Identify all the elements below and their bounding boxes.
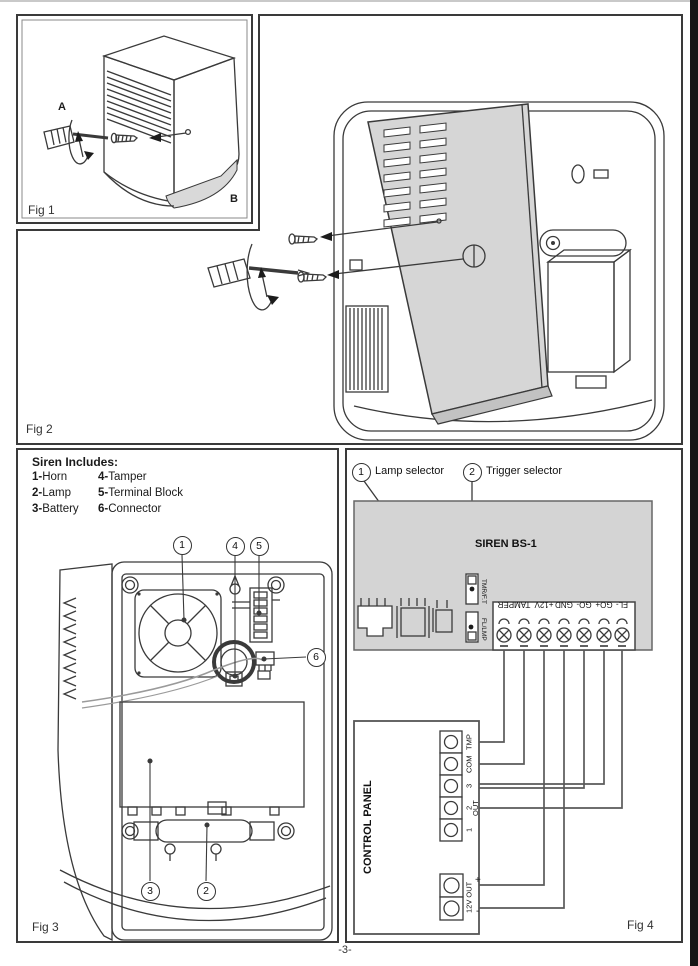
cp-terminal-tmp: TMP [464,734,474,750]
callout-4-tamper: 4 [226,537,245,556]
terminal-label-go-plus: GO+ [595,600,613,609]
terminal-label-tamper: TAMPER [497,600,531,609]
terminal-block-part [232,588,280,642]
horn-speaker [135,590,221,677]
callout-3-battery: 3 [141,882,160,901]
callout-6-connector: 6 [307,648,326,667]
cp-out-label: OUT [471,800,480,816]
trigger-selector-label: Trigger selector [486,465,563,477]
fig3-label: Fig 3 [32,920,59,934]
cp-terminal-com: COM [464,755,474,773]
cp-terminal-2: 2 [464,805,474,811]
fig1-label: Fig 1 [28,203,55,217]
wiring [463,650,622,908]
callout-lamp-selector: 1 [352,463,371,482]
lamp-tube [134,820,274,861]
fig1-fig2-illustration [16,14,683,445]
callout-trigger-selector: 2 [463,463,482,482]
callout-5-terminal-block: 5 [250,537,269,556]
legend-item-tamper: 4-Tamper [98,471,147,483]
fig1-marker-b: B [230,193,238,205]
legend-item-horn: 1-Horn [32,471,68,483]
siren-board-title: SIREN BS-1 [475,538,537,550]
lamp-selector-label: Lamp selector [375,465,445,477]
legend-item-lamp: 2-Lamp [32,487,72,499]
terminal-label-fl-minus: FL- [616,600,628,609]
cp-terminal-3: 3 [464,783,474,789]
legend-item-connector: 6-Connector [98,503,162,515]
fig4-wiring-diagram [347,450,685,945]
terminal-label-12v: +12V [534,600,554,609]
cp-plus-sign: + [475,875,481,886]
cp-terminal-1: 1 [464,827,474,833]
callout-2-lamp: 2 [197,882,216,901]
callout-1-horn: 1 [173,536,192,555]
jumper-trigger [466,574,478,604]
fig3-panel [16,448,339,943]
fig4-label: Fig 4 [627,918,654,932]
fig2-label: Fig 2 [26,422,53,436]
housing-screws [122,576,294,839]
terminal-label-go-minus: GO- [576,600,592,609]
cp-12v-out-label: 12V OUT [464,881,474,913]
cp-minus-sign: - [476,906,480,917]
fig1-marker-a: A [58,101,66,113]
jumper-trigger-label: TMR/F.T [480,578,487,604]
connector-part [256,652,274,679]
scan-right-edge [690,0,698,966]
battery [120,702,304,815]
legend-item-terminal-block: 5-Terminal Block [98,487,184,499]
cp-terminals [440,731,463,920]
siren-includes-title: Siren Includes: [32,455,119,469]
jumper-lamp-label: FL/LMP [480,617,487,641]
control-panel-title: CONTROL PANEL [362,780,374,875]
terminal-label-gnd: GND [555,600,573,609]
board-terminal-block [493,602,635,650]
fig3-illustration [18,450,341,945]
jumper-lamp [466,612,478,642]
legend-item-battery: 3-Battery [32,503,79,515]
page-number: -3- [338,944,352,956]
fig4-panel [345,448,683,943]
scan-top-edge [0,0,698,2]
